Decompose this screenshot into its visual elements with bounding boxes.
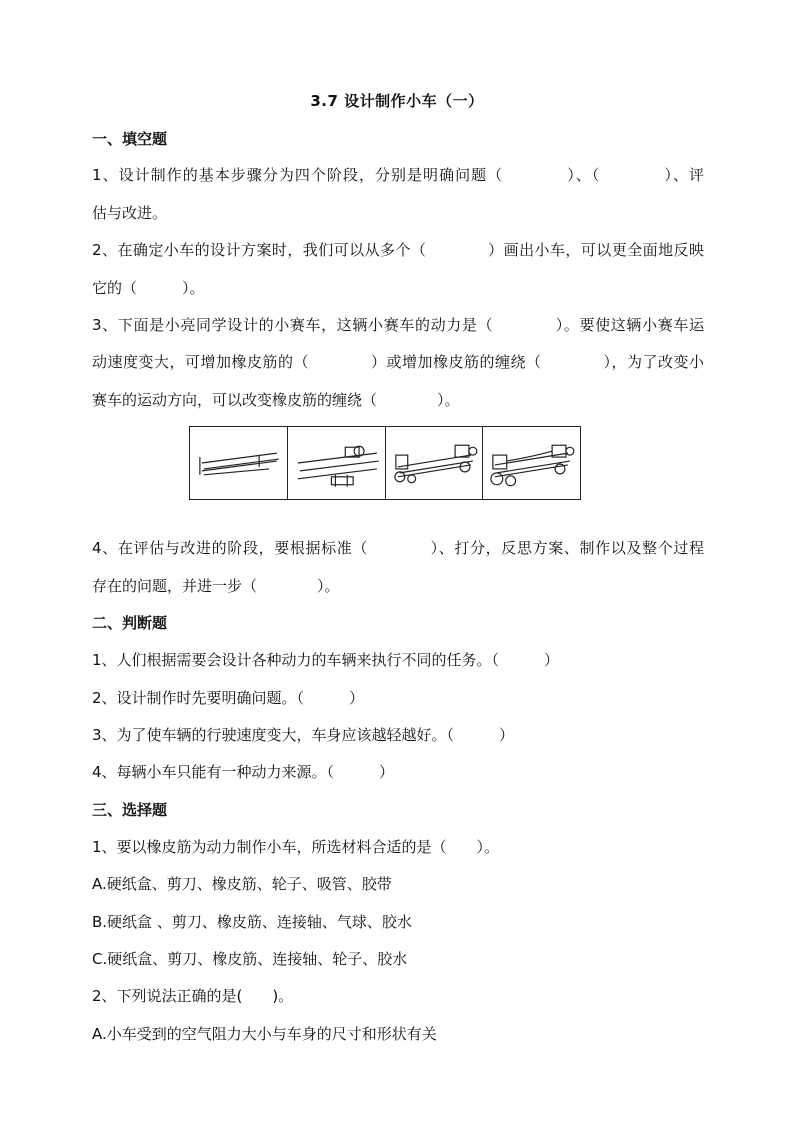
car-construction-figure: [189, 426, 581, 500]
q3-fill-line-3: 赛车的运动方向，可以改变橡皮筋的缠绕（ ）。: [92, 391, 460, 409]
q3-fill-line-2: 动速度变大，可增加橡皮筋的（ ）或增加橡皮筋的缠绕（ ），为了改变小: [92, 353, 704, 371]
car-frame-step-4-image: [482, 427, 581, 499]
mc-q1-option-c: C.硬纸盒、剪刀、橡皮筋、连接轴、轮子、胶水: [92, 950, 408, 968]
car-frame-step-3-image: [385, 427, 483, 499]
tf-item-2: 2、设计制作时先要明确问题。（ ）: [92, 689, 365, 707]
section-multiple-choice-heading: 三、选择题: [92, 801, 168, 819]
q4-fill-line-2: 存在的问题，并进一步（ ）。: [92, 577, 340, 595]
q2-fill-line-1: 2、在确定小车的设计方案时，我们可以从多个（ ）画出小车，可以更全面地反映: [92, 241, 704, 259]
q4-fill-line-1: 4、在评估与改进的阶段，要根据标准（ ）、打分，反思方案、制作以及整个过程: [92, 539, 704, 557]
mc-q2-stem: 2、下列说法正确的是( )。: [92, 987, 294, 1005]
section-true-false-heading: 二、判断题: [92, 614, 168, 632]
car-frame-step-2-image: [287, 427, 385, 499]
mc-q1-option-b: B.硬纸盒 、剪刀、橡皮筋、连接轴、气球、胶水: [92, 913, 412, 931]
mc-q1-option-a: A.硬纸盒、剪刀、橡皮筋、轮子、吸管、胶带: [92, 875, 392, 893]
mc-q1-stem: 1、要以橡皮筋为动力制作小车，所选材料合适的是（ ）。: [92, 838, 500, 856]
tf-item-1: 1、人们根据需要会设计各种动力的车辆来执行不同的任务。（ ）: [92, 651, 560, 669]
car-frame-step-1-image: [189, 427, 287, 499]
q1-fill-line-1: 1、设计制作的基本步骤分为四个阶段，分别是明确问题（ ）、（ ）、评: [92, 166, 704, 184]
page-title: 3.7 设计制作小车（一）: [310, 92, 484, 110]
mc-q2-option-a: A.小车受到的空气阻力大小与车身的尺寸和形状有关: [92, 1025, 437, 1043]
tf-item-3: 3、为了使车辆的行驶速度变大，车身应该越轻越好。（ ）: [92, 726, 515, 744]
q3-fill-line-1: 3、下面是小亮同学设计的小赛车，这辆小赛车的动力是（ ）。要使这辆小赛车运: [92, 316, 704, 334]
q1-fill-line-2: 估与改进。: [92, 204, 168, 222]
section-fill-in-heading: 一、填空题: [92, 130, 168, 148]
q2-fill-line-2: 它的（ ）。: [92, 279, 205, 297]
tf-item-4: 4、每辆小车只能有一种动力来源。（ ）: [92, 763, 395, 781]
